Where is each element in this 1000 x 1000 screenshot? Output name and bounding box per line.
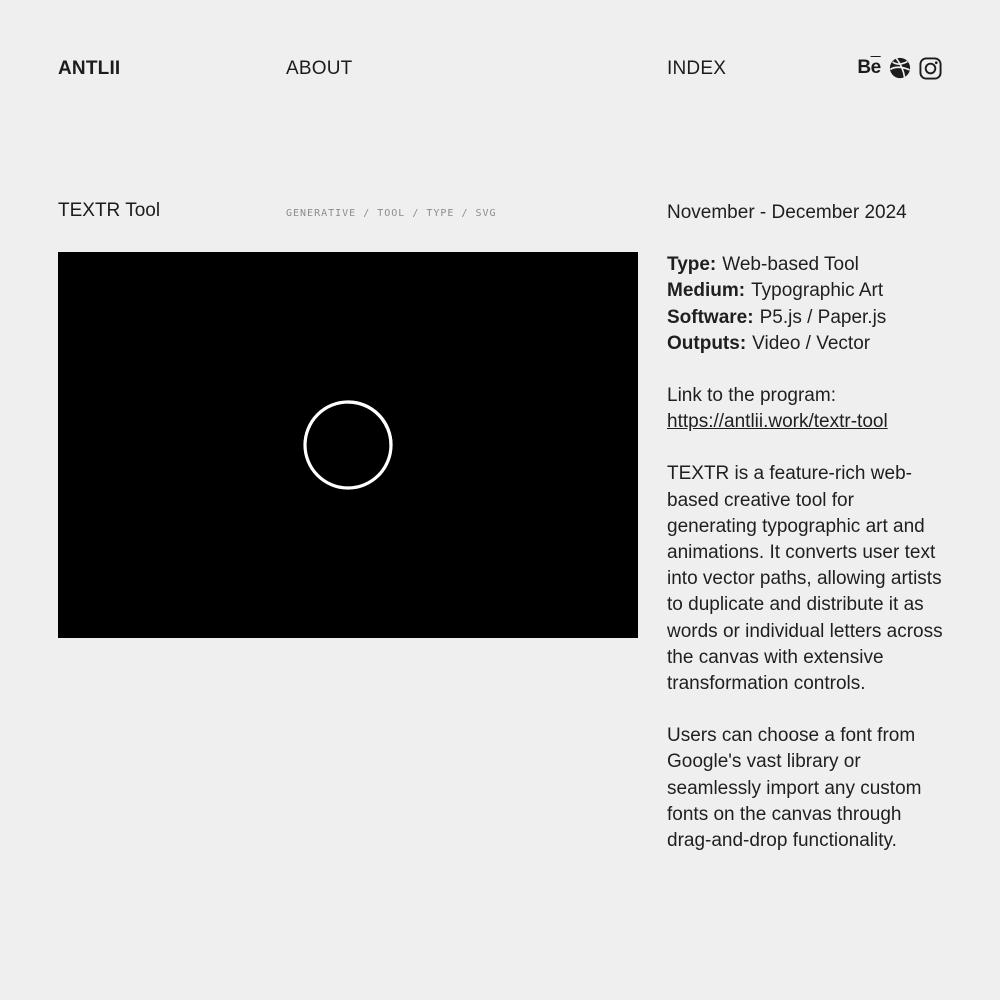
nav-about-link[interactable]: ABOUT <box>286 58 353 79</box>
meta-medium <box>667 278 947 304</box>
meta-key: Medium: <box>667 280 746 302</box>
social-links <box>857 56 942 80</box>
instagram-icon[interactable] <box>919 56 942 80</box>
meta-value: Video / Vector <box>752 332 871 354</box>
program-link[interactable]: https://antlii.work/textr-tool <box>667 411 888 433</box>
loading-spinner-icon <box>303 400 393 490</box>
meta-type <box>667 252 947 278</box>
tag-generative: GENERATIVE <box>286 208 357 219</box>
project-date: November - December 2024 <box>667 202 907 223</box>
nav-index-link[interactable]: INDEX <box>667 58 727 79</box>
dribbble-icon[interactable] <box>889 56 911 80</box>
meta-outputs <box>667 331 947 357</box>
description-paragraph: Users can choose a font from Google's vast library or seamlessly import any custom fonts on the canvas through drag-and-drop functionality. <box>667 725 922 852</box>
behance-icon[interactable] <box>857 56 881 80</box>
meta-software <box>667 305 947 331</box>
project-title: TEXTR Tool <box>58 200 161 221</box>
meta-key: Outputs: <box>667 332 747 354</box>
tag-separator: / <box>363 208 371 219</box>
meta-value: Typographic Art <box>751 280 884 302</box>
project-details <box>667 200 947 880</box>
project-tags <box>286 208 497 219</box>
tag-separator: / <box>412 208 420 219</box>
media-viewer[interactable] <box>58 252 638 638</box>
program-link-label: Link to the program: <box>667 385 836 407</box>
meta-value: P5.js / Paper.js <box>759 306 887 328</box>
tag-type: TYPE <box>426 208 455 219</box>
behance-icon-label: Be <box>857 57 881 78</box>
meta-key: Software: <box>667 306 754 328</box>
meta-key: Type: <box>667 254 717 276</box>
brand-logo-link[interactable]: ANTLII <box>58 58 121 79</box>
meta-value: Web-based Tool <box>722 254 859 276</box>
tag-svg: SVG <box>475 208 497 219</box>
tag-separator: / <box>461 208 469 219</box>
tag-tool: TOOL <box>377 208 406 219</box>
description-paragraph: TEXTR is a feature-rich web-based creative tool for generating typographic art and animations. It converts user text into vector paths, allowing artists to duplicate and distribute it as words or individual letters across the canvas with extensive transformation controls. <box>667 463 943 695</box>
project-meta <box>667 252 947 357</box>
